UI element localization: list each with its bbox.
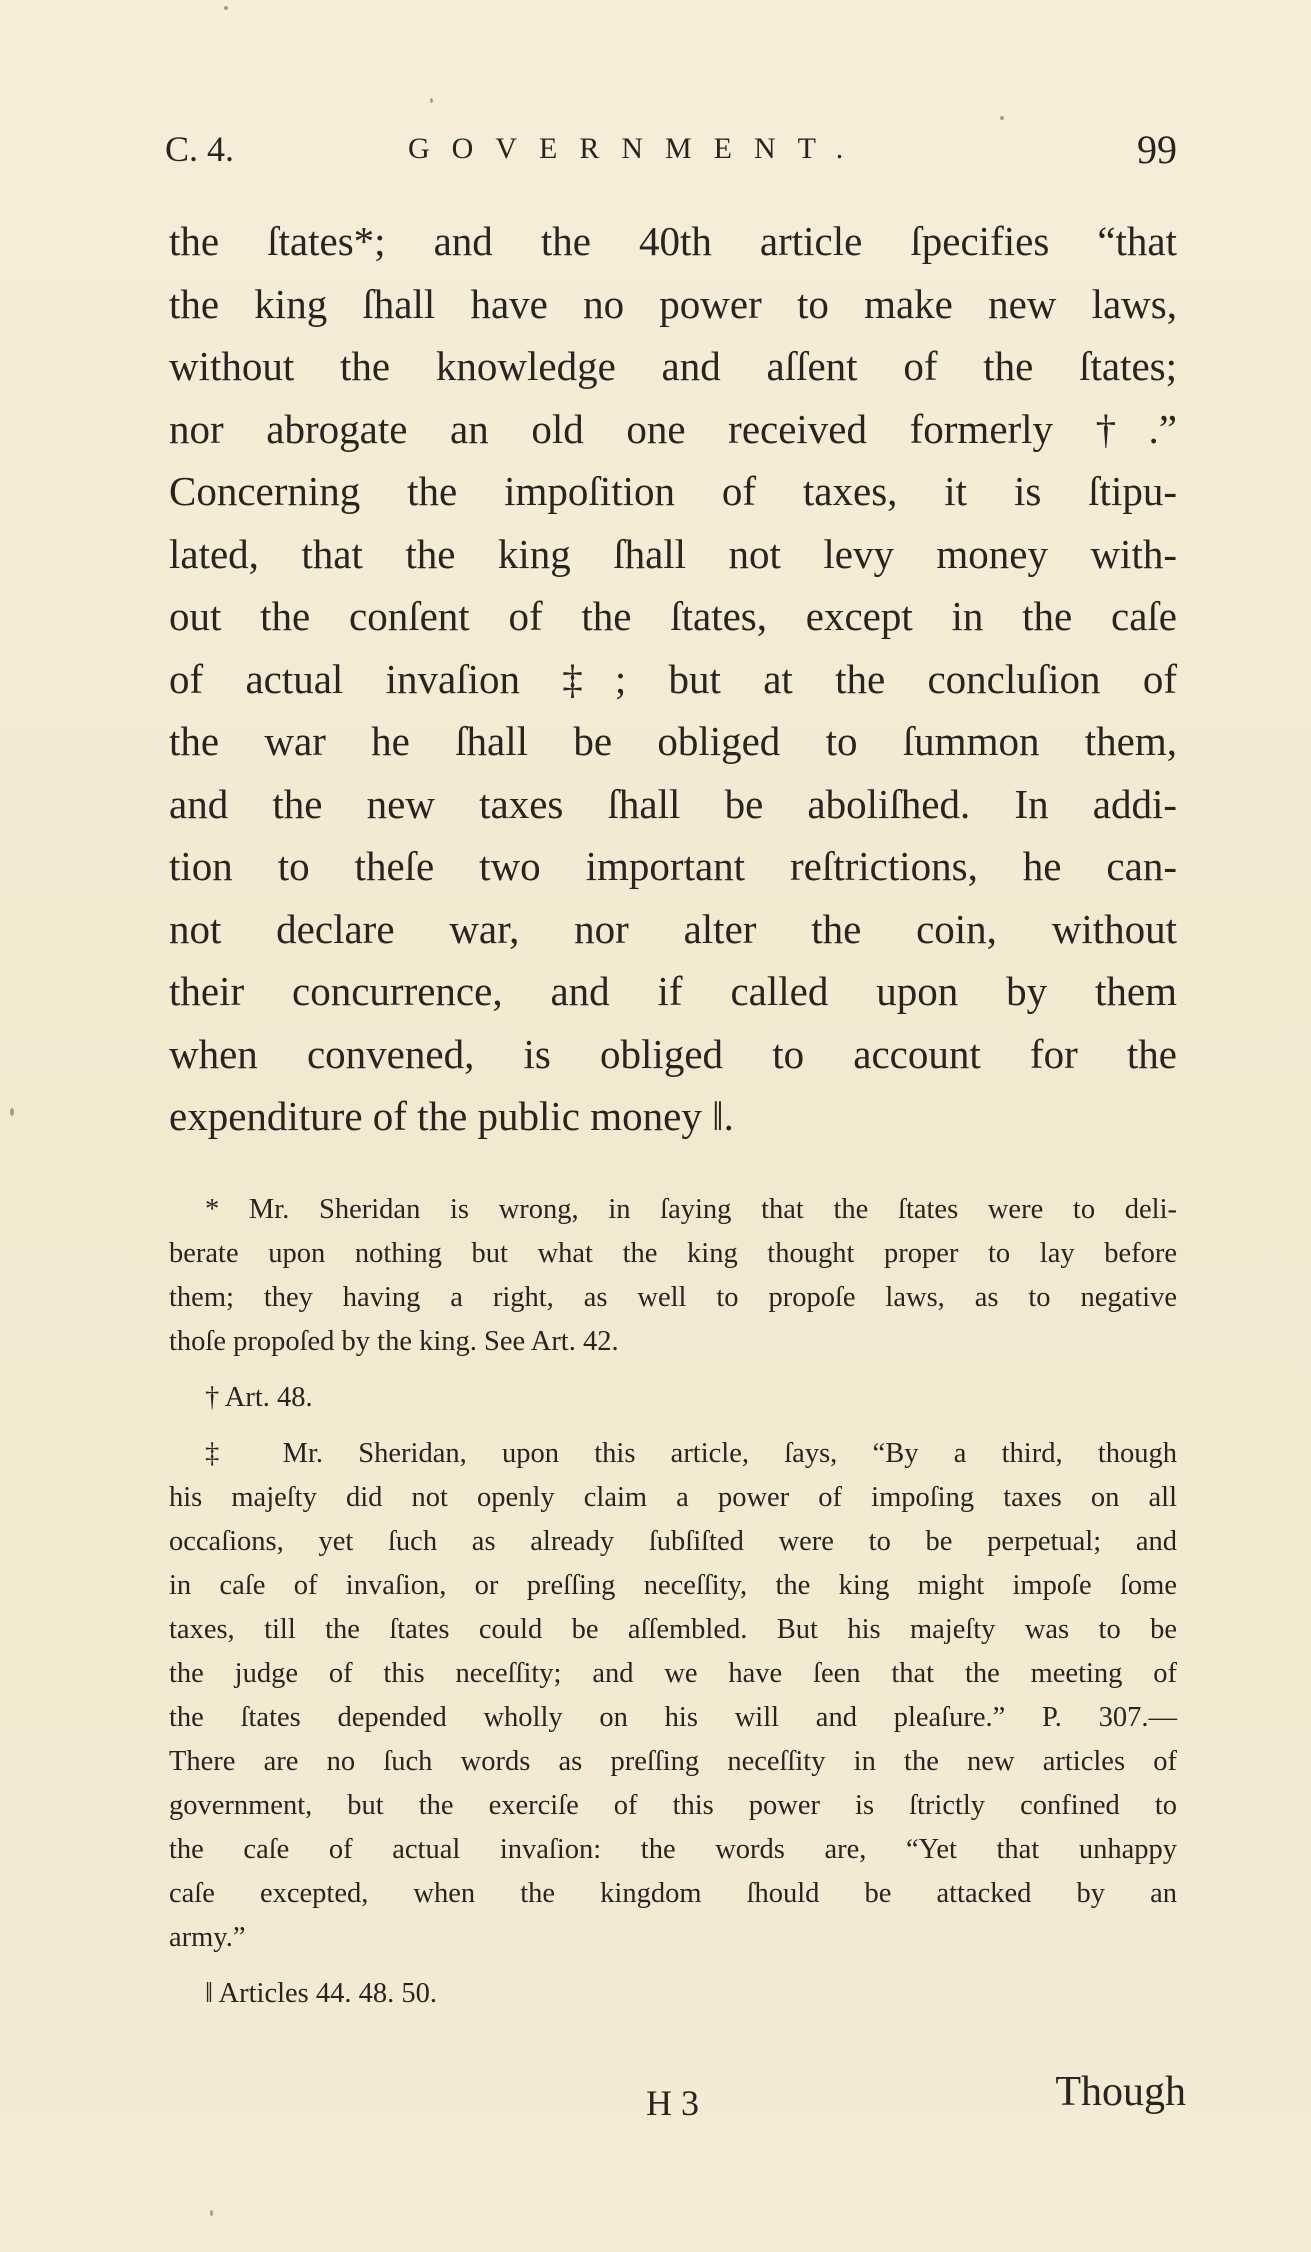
footnote-double-dagger	[169, 1432, 1177, 1960]
text-line: nor abrogate an old one received formerly †.”	[169, 405, 1177, 452]
text-line: out the conſent of the ſtates, except in the caſe	[169, 593, 1177, 639]
text-line: without the knowledge and aſſent of the ſtates;	[169, 343, 1177, 389]
footnotes	[169, 1188, 1177, 2016]
footnote-double-bar	[169, 1972, 1177, 2016]
page-number: 99	[1137, 127, 1177, 172]
footnote-line: the judge of this neceſſity; and we have ſeen that the meeting of	[169, 1658, 1177, 1689]
footnote-star	[169, 1188, 1177, 1364]
text-line: Concerning the impoſition of taxes, it is ſtipu-	[169, 468, 1177, 514]
paper-speck	[210, 2210, 213, 2216]
footnote-line: † Art. 48.	[205, 1382, 313, 1413]
catchword: Though	[1055, 2069, 1186, 2115]
footnote-line: occaſions, yet ſuch as already ſubſiſted were to be perpetual; and	[169, 1526, 1177, 1557]
footnote-line: There are no ſuch words as preſſing neceſſity in the new articles of	[169, 1746, 1177, 1777]
text-line: when convened, is obliged to account for the	[169, 1030, 1177, 1077]
text-line: of actual invaſion ‡; but at the concluſion of	[169, 655, 1177, 702]
signature-mark: H 3	[646, 2083, 699, 2123]
footnote-line: his majeſty did not openly claim a power of impoſing taxes on all	[169, 1482, 1177, 1513]
footnote-line: taxes, till the ſtates could be aſſembled. But his majeſty was to be	[169, 1614, 1177, 1645]
paper-speck	[1000, 116, 1004, 120]
text-line: expenditure of the public money ‖.	[169, 1093, 734, 1139]
main-text	[169, 210, 1177, 1148]
footnote-line: thoſe propoſed by the king. See Art. 42.	[169, 1326, 619, 1357]
footnote-line: caſe excepted, when the kingdom ſhould be attacked by an	[169, 1878, 1177, 1909]
footnote-line: * Mr. Sheridan is wrong, in ſaying that the ſtates were to deli-	[205, 1194, 1177, 1225]
footnote-line: the ſtates depended wholly on his will and pleaſure.” P. 307.—	[169, 1702, 1177, 1733]
footnote-line: berate upon nothing but what the king thought proper to lay before	[169, 1238, 1177, 1269]
paper-speck	[10, 1108, 14, 1116]
footnote-line: in caſe of invaſion, or preſſing neceſſity, the king might impoſe ſome	[169, 1570, 1177, 1601]
footnote-line: army.”	[169, 1922, 246, 1953]
footnote-line: government, but the exerciſe of this power is ſtrictly confined to	[169, 1790, 1177, 1821]
chapter-marker: C. 4.	[165, 129, 235, 169]
text-line: tion to theſe two important reſtrictions, he can-	[169, 843, 1177, 889]
text-line: the king ſhall have no power to make new laws,	[169, 280, 1177, 327]
text-line: the war he ſhall be obliged to ſummon them,	[169, 718, 1177, 764]
text-line: lated, that the king ſhall not levy money with-	[169, 530, 1177, 577]
footnote-line: the caſe of actual invaſion: the words are, “Yet that unhappy	[169, 1834, 1177, 1865]
text-line: the ſtates*; and the 40th article ſpecifies “that	[169, 218, 1177, 264]
paper-speck	[430, 98, 433, 103]
running-title: GOVERNMENT.	[408, 132, 866, 165]
page-header	[165, 128, 1177, 184]
paper-speck	[224, 6, 228, 10]
footnote-line: ‡ Mr. Sheridan, upon this article, ſays, “By a third, though	[205, 1438, 1177, 1469]
text-line: their concurrence, and if called upon by them	[169, 968, 1177, 1014]
footnote-dagger	[169, 1376, 1177, 1420]
footnote-line: ‖ Articles 44. 48. 50.	[205, 1978, 438, 2009]
text-line: and the new taxes ſhall be aboliſhed. In addi-	[169, 780, 1177, 827]
text-line: not declare war, nor alter the coin, without	[169, 905, 1177, 952]
footnote-line: them; they having a right, as well to propoſe laws, as to negative	[169, 1282, 1177, 1313]
